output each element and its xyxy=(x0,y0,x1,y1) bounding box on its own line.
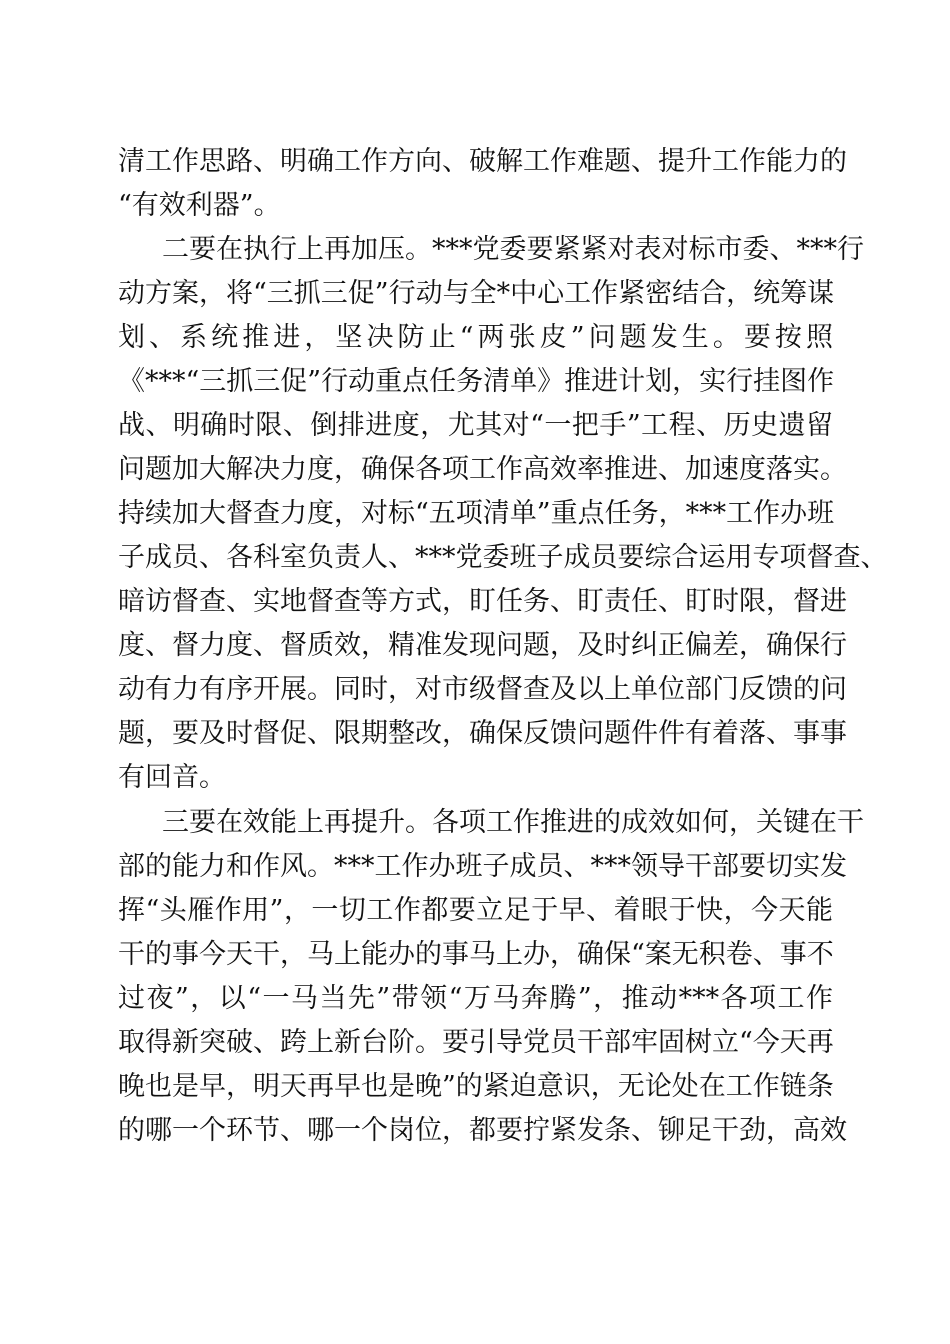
text-line: 动有力有序开展。同时，对市级督查及以上单位部门反馈的问 xyxy=(118,674,847,705)
text-line: 持续加大督查力度，对标“五项清单”重点任务，***工作办班 xyxy=(118,498,835,529)
text-line: 过夜”，以“一马当先”带领“万马奔腾”，推动***各项工作 xyxy=(118,983,833,1014)
text-line: 子成员、各科室负责人、***党委班子成员要综合运用专项督查、 xyxy=(118,542,888,573)
text-line: 取得新突破、跨上新台阶。要引导党员干部牢固树立“今天再 xyxy=(118,1027,834,1058)
text-line: 的哪一个环节、哪一个岗位，都要拧紧发条、铆足干劲，高效 xyxy=(118,1115,847,1146)
text-line: 划、系统推进，坚决防止“两张皮”问题发生。要按照 xyxy=(118,322,833,353)
text-line: 挥“头雁作用”，一切工作都要立足于早、着眼于快，今天能 xyxy=(118,895,833,926)
text-line: 清工作思路、明确工作方向、破解工作难题、提升工作能力的 xyxy=(118,146,847,177)
text-line: 部的能力和作风。***工作办班子成员、***领导干部要切实发 xyxy=(118,851,847,882)
text-line: 干的事今天干，马上能办的事马上办，确保“案无积卷、事不 xyxy=(118,939,834,970)
text-line: 题，要及时督促、限期整改，确保反馈问题件件有着落、事事 xyxy=(118,718,847,749)
paragraph-2-first-line: 二要在执行上再加压。***党委要紧紧对表对标市委、***行 xyxy=(162,234,864,265)
text-line: 暗访督查、实地督查等方式，盯任务、盯责任、盯时限，督进 xyxy=(118,586,847,617)
text-line: 有回音。 xyxy=(118,762,226,793)
text-line: 度、督力度、督质效，精准发现问题，及时纠正偏差，确保行 xyxy=(118,630,847,661)
text-line: 动方案，将“三抓三促”行动与全*中心工作紧密结合，统筹谋 xyxy=(118,278,835,309)
text-line: “有效利器”。 xyxy=(118,190,281,221)
text-line: 战、明确时限、倒排进度，尤其对“一把手”工程、历史遗留 xyxy=(118,410,833,441)
text-line: 问题加大解决力度，确保各项工作高效率推进、加速度落实。 xyxy=(118,454,847,485)
text-line: 《***“三抓三促”行动重点任务清单》推进计划，实行挂图作 xyxy=(118,366,835,397)
text-line: 晚也是早，明天再早也是晚”的紧迫意识，无论处在工作链条 xyxy=(118,1071,834,1102)
paragraph-3-first-line: 三要在效能上再提升。各项工作推进的成效如何，关键在干 xyxy=(162,807,864,838)
